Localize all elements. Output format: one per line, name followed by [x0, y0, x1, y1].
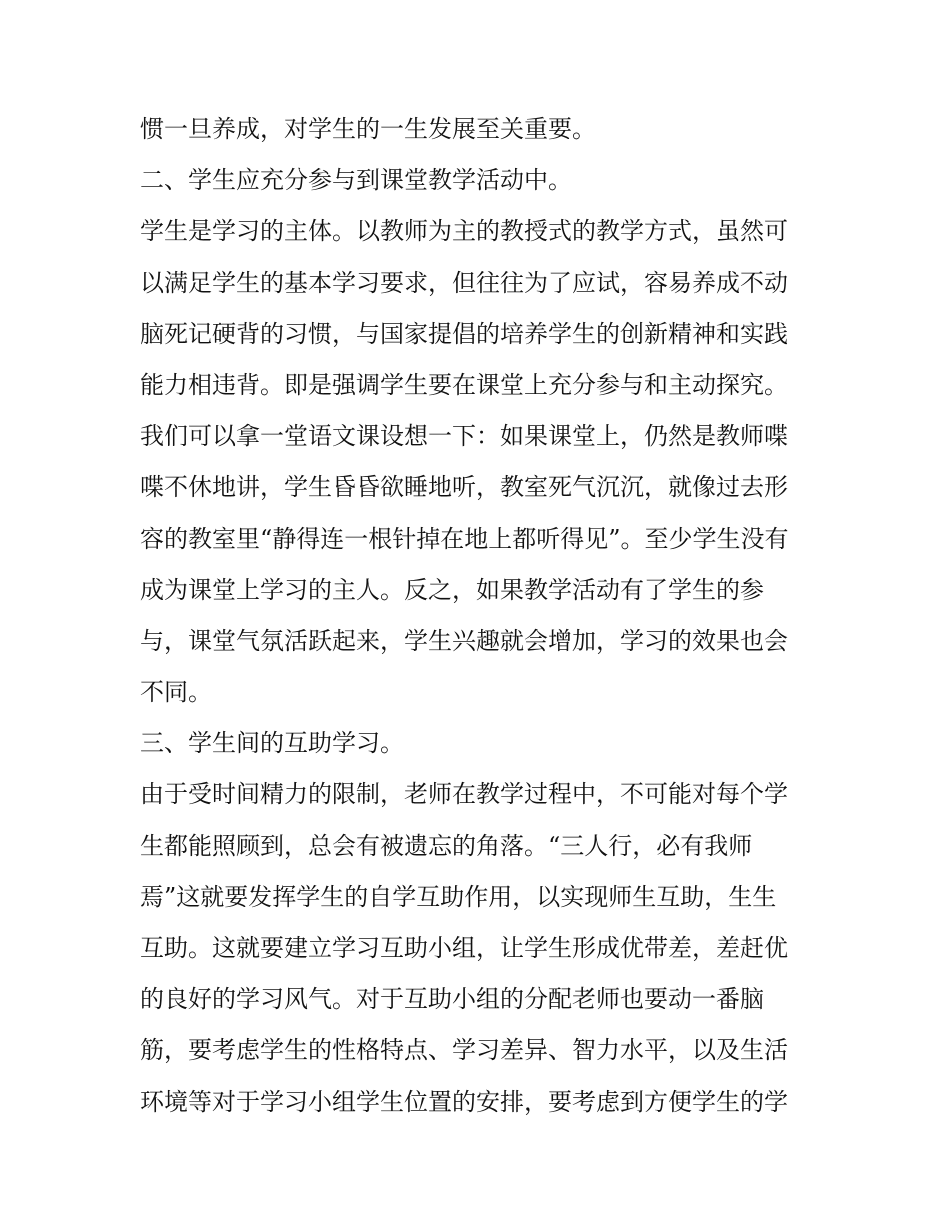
- text-line: 惯一旦养成，对学生的一生发展至关重要。: [140, 115, 596, 143]
- text-line: 脑死记硬背的习惯，与国家提倡的培养学生的创新精神和实践: [140, 319, 788, 348]
- body-text: [140, 104, 830, 1128]
- text-line: 喋不休地讲，学生昏昏欲睡地听，教室死气沉沉，就像过去形: [140, 473, 788, 502]
- text-line: 学生是学习的主体。以教师为主的教授式的教学方式，虽然可: [140, 217, 788, 246]
- text-line: 筋，要考虑学生的性格特点、学习差异、智力水平，以及生活: [140, 1036, 788, 1065]
- text-line: 由于受时间精力的限制，老师在教学过程中，不可能对每个学: [140, 780, 788, 809]
- text-line: 环境等对于学习小组学生位置的安排，要考虑到方便学生的学: [140, 1087, 788, 1116]
- text-line: 生都能照顾到，总会有被遗忘的角落。“三人行，必有我师: [140, 831, 753, 860]
- text-line: 能力相违背。即是强调学生要在课堂上充分参与和主动探究。: [140, 370, 788, 399]
- text-line: 不同。: [140, 678, 212, 707]
- section-heading: 三、学生间的互助学习。: [140, 729, 404, 758]
- text-line: 我们可以拿一堂语文课设想一下：如果课堂上，仍然是教师喋: [140, 422, 788, 451]
- text-line: 互助。这就要建立学习互助小组，让学生形成优带差，差赶优: [140, 934, 788, 962]
- section-heading: 二、学生应充分参与到课堂教学活动中。: [140, 166, 572, 195]
- text-line: 成为课堂上学习的主人。反之，如果教学活动有了学生的参: [140, 575, 764, 604]
- text-line: 的良好的学习风气。对于互助小组的分配老师也要动一番脑: [140, 985, 764, 1014]
- text-line: 以满足学生的基本学习要求，但往往为了应试，容易养成不动: [140, 268, 788, 297]
- text-line: 容的教室里“静得连一根针掉在地上都听得见”。至少学生没有: [140, 524, 789, 553]
- text-line: 与，课堂气氛活跃起来，学生兴趣就会增加，学习的效果也会: [140, 626, 788, 655]
- text-line: 焉”这就要发挥学生的自学互助作用，以实现师生互助，生生: [140, 882, 777, 911]
